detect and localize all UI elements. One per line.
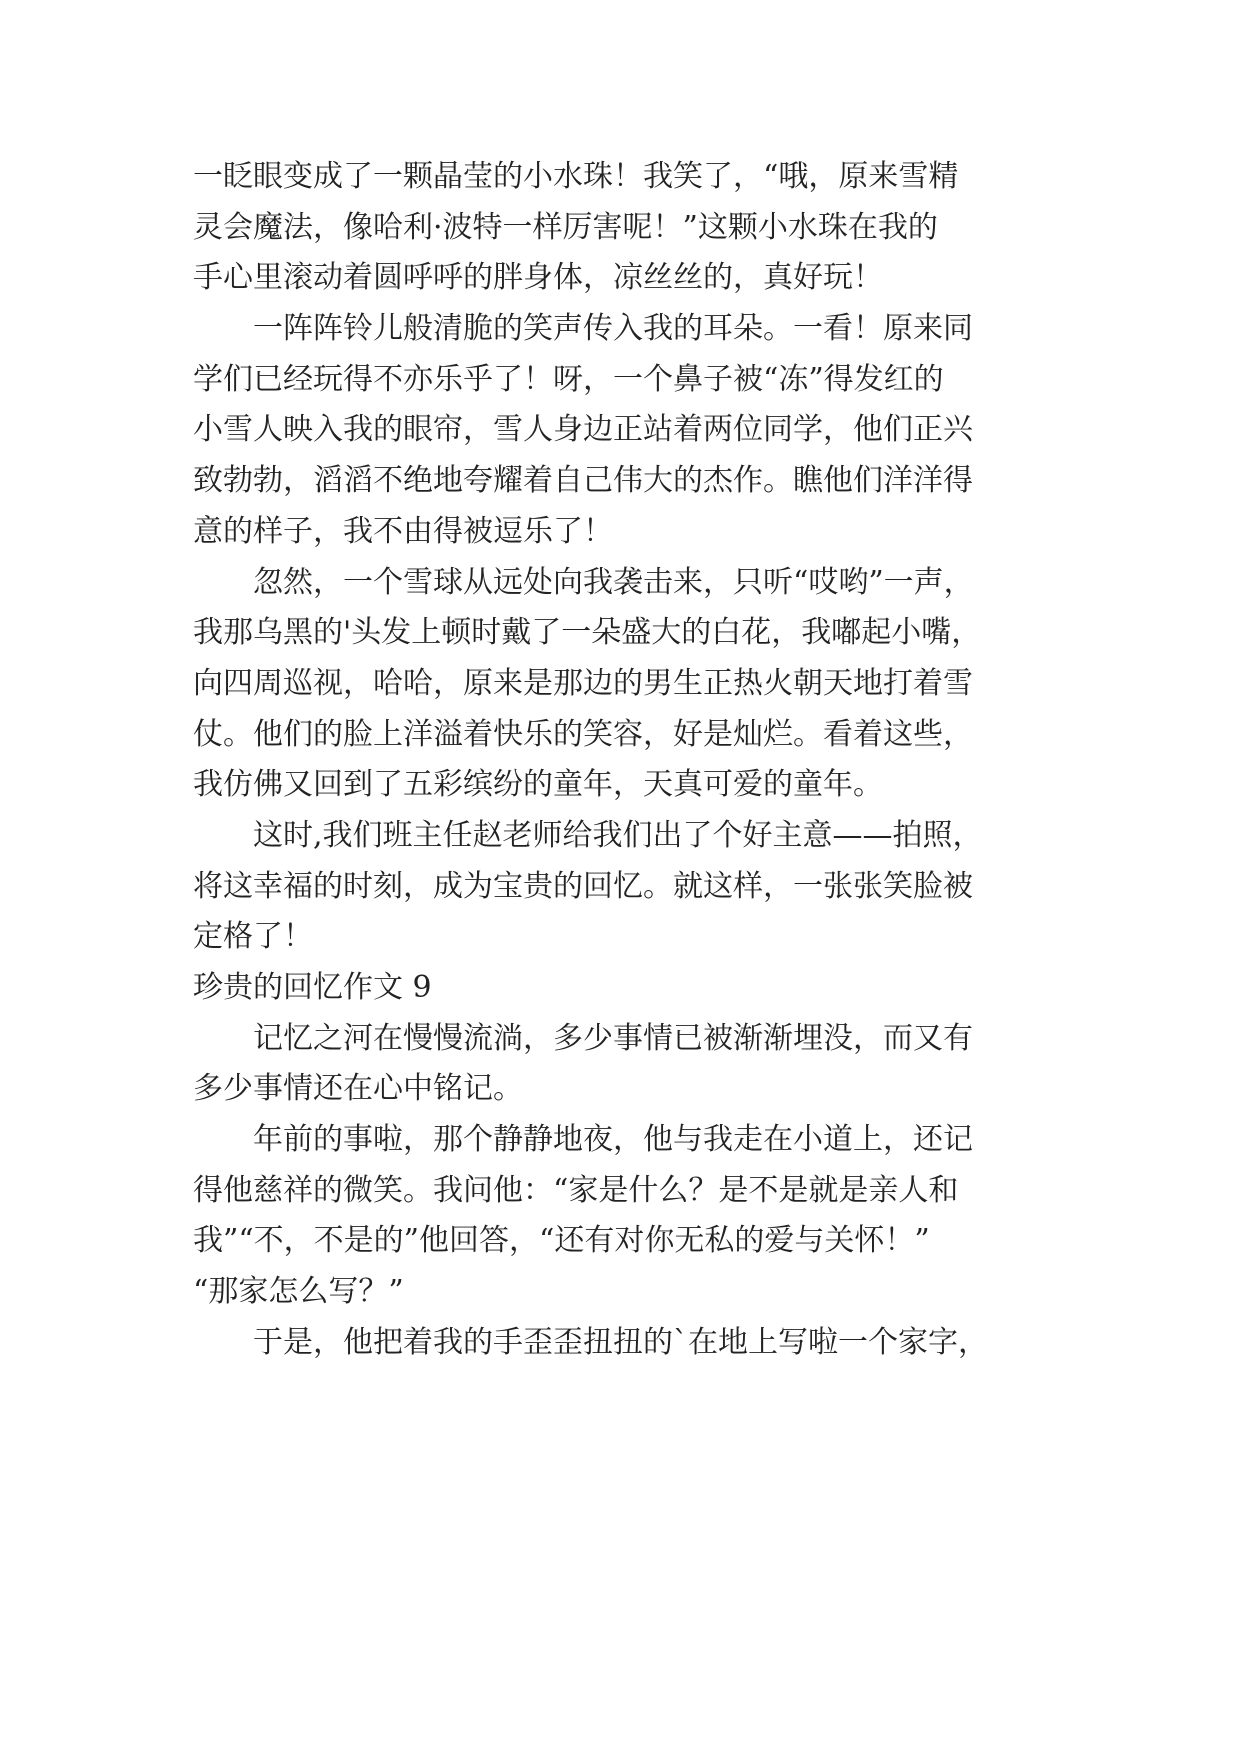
text-line: 忽然，一个雪球从远处向我袭击来，只听“哎哟”一声， — [193, 564, 974, 600]
text-line: 记忆之河在慢慢流淌，多少事情已被渐渐埋没，而又有 — [193, 1020, 973, 1056]
text-line: 年前的事啦，那个静静地夜，他与我走在小道上，还记 — [193, 1122, 973, 1158]
text-line: 多少事情还在心中铭记。 — [193, 1071, 523, 1107]
text-line: 仗。他们的脸上洋溢着快乐的笑容，好是灿烂。看着这些， — [193, 716, 973, 752]
text-line: 将这幸福的时刻，成为宝贵的回忆。就这样，一张张笑脸被 — [193, 868, 973, 904]
text-line: 一阵阵铃儿般清脆的笑声传入我的耳朵。一看！原来同 — [193, 311, 973, 347]
text-line: 小雪人映入我的眼帘，雪人身边正站着两位同学，他们正兴 — [193, 412, 973, 448]
text-line: 我那乌黑的'头发上顿时戴了一朵盛大的白花，我嘟起小嘴， — [193, 615, 982, 651]
article-body — [193, 152, 1073, 1369]
text-line: 手心里滚动着圆呼呼的胖身体，凉丝丝的，真好玩！ — [193, 260, 883, 296]
text-line: 向四周巡视，哈哈，原来是那边的男生正热火朝天地打着雪 — [193, 665, 973, 701]
text-line: 学们已经玩得不亦乐乎了！呀，一个鼻子被“冻”得发红的 — [193, 361, 944, 397]
text-line: 灵会魔法，像哈利·波特一样厉害呢！”这颗小水珠在我的 — [193, 209, 938, 245]
text-line: 一眨眼变成了一颗晶莹的小水珠！我笑了，“哦，原来雪精 — [193, 159, 959, 194]
text-line: 致勃勃，滔滔不绝地夸耀着自己伟大的杰作。瞧他们洋洋得 — [193, 463, 973, 499]
text-line: 我”“不，不是的”他回答，“还有对你无私的爱与关怀！” — [193, 1223, 930, 1259]
text-line: 定格了！ — [193, 919, 313, 955]
text-line: 意的样子，我不由得被逗乐了！ — [193, 513, 613, 549]
text-line: 这时,我们班主任赵老师给我们出了个好主意——拍照， — [193, 817, 983, 853]
text-line: 我仿佛又回到了五彩缤纷的童年，天真可爱的童年。 — [193, 767, 883, 803]
text-line: 于是，他把着我的手歪歪扭扭的`在地上写啦一个家字， — [193, 1324, 988, 1360]
section-heading: 珍贵的回忆作文 9 — [193, 970, 432, 1005]
text-line: “那家怎么写？” — [193, 1274, 404, 1310]
text-line: 得他慈祥的微笑。我问他：“家是什么？是不是就是亲人和 — [193, 1172, 959, 1208]
